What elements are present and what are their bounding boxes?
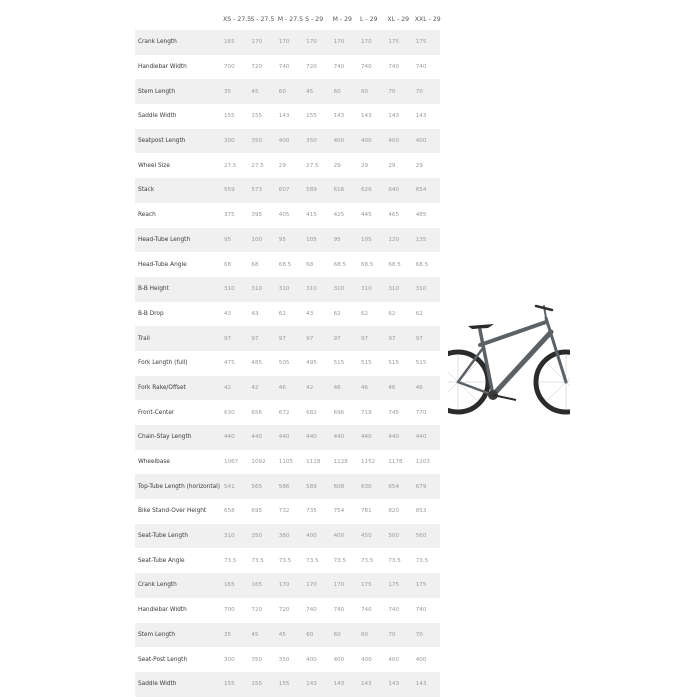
cell-value: 350: [248, 524, 275, 549]
cell-value: 310: [303, 277, 330, 302]
row-label: Trail: [135, 326, 221, 351]
table-row: [135, 30, 440, 55]
cell-value: 445: [360, 212, 372, 219]
cell-value: 46: [358, 376, 385, 401]
cell-value: 740: [360, 64, 372, 71]
cell-value: 375: [224, 212, 235, 219]
cell-value: 97: [385, 326, 412, 351]
cell-value: 440: [221, 425, 248, 450]
cell-value: 607: [276, 178, 303, 203]
cell-value: 745: [388, 409, 400, 416]
cell-value: 400: [415, 656, 427, 663]
cell-value: 350: [251, 656, 263, 663]
cell-value: 350: [248, 129, 275, 154]
cell-value: 73.5: [333, 557, 347, 564]
cell-value: 68: [224, 261, 232, 268]
cell-value: 310: [248, 277, 275, 302]
cell-value: 143: [278, 113, 290, 120]
row-label: Fork Rake/Offset: [135, 376, 221, 401]
row-label: Head-Tube Length: [135, 228, 221, 253]
cell-value: 400: [388, 656, 400, 663]
cell-value: 310: [276, 277, 303, 302]
cell-value: 559: [221, 178, 248, 203]
cell-value: 73.5: [415, 557, 429, 564]
row-label: Handlebar Width: [138, 607, 187, 614]
cell-value: 100: [248, 228, 275, 253]
cell-value: 120: [385, 228, 412, 253]
cell-value: 656: [251, 409, 263, 416]
bike-image: [448, 300, 570, 422]
header-blank: [135, 8, 221, 30]
cell-value: 175: [413, 30, 440, 55]
cell-value: 400: [333, 656, 345, 663]
cell-value: 740: [388, 607, 400, 614]
cell-value: 143: [385, 672, 412, 697]
cell-value: 440: [276, 425, 303, 450]
cell-value: 135: [413, 228, 440, 253]
cell-value: 1178: [388, 459, 403, 466]
table-row: [135, 326, 440, 351]
saddle-icon: [468, 324, 494, 329]
geometry-rows: [135, 30, 440, 697]
cell-value: 720: [251, 64, 263, 71]
cell-value: 143: [413, 672, 440, 697]
cell-value: 630: [358, 474, 385, 499]
cell-value: 696: [333, 409, 345, 416]
cell-value: 60: [331, 623, 358, 648]
cell-value: 70: [413, 79, 440, 104]
cell-value: 395: [251, 212, 263, 219]
cell-value: 700: [224, 607, 235, 614]
row-label: B-B Drop: [138, 310, 164, 317]
cell-value: 654: [385, 474, 412, 499]
cell-value: 97: [248, 326, 275, 351]
cell-value: 754: [333, 508, 345, 515]
cell-value: 740: [415, 607, 427, 614]
cell-value: 97: [413, 326, 440, 351]
cell-value: 616: [331, 178, 358, 203]
cell-value: 68.5: [333, 261, 347, 268]
cell-value: 573: [248, 178, 275, 203]
cell-value: 658: [224, 508, 235, 515]
cell-value: 740: [360, 607, 372, 614]
cell-value: 500: [385, 524, 412, 549]
cell-value: 679: [413, 474, 440, 499]
cell-value: 310: [385, 277, 412, 302]
cell-value: 42: [221, 376, 248, 401]
row-label: Stack: [135, 178, 221, 203]
cell-value: 400: [276, 129, 303, 154]
cell-value: 95: [221, 228, 248, 253]
cell-value: 405: [278, 212, 290, 219]
cell-value: 440: [248, 425, 275, 450]
cell-value: 170: [248, 30, 275, 55]
cell-value: 155: [306, 113, 317, 120]
table-row: [135, 573, 440, 598]
cell-value: 29: [388, 162, 396, 169]
cell-value: 300: [224, 656, 235, 663]
cell-value: 73.5: [251, 557, 264, 564]
table-row: [135, 277, 440, 302]
cell-value: 42: [303, 376, 330, 401]
cell-value: 68.5: [415, 261, 429, 268]
cell-value: 45: [248, 623, 275, 648]
row-label: B-B Height: [135, 277, 221, 302]
cell-value: 45: [276, 623, 303, 648]
table-row: [135, 647, 440, 672]
cell-value: 770: [415, 409, 427, 416]
cell-value: 105: [358, 228, 385, 253]
cell-value: 1118: [306, 459, 321, 466]
table-row: [135, 178, 440, 203]
cell-value: 27.5: [224, 162, 237, 169]
table-row: [135, 450, 440, 475]
size-column-header: M - 29: [332, 15, 352, 23]
cell-value: 175: [413, 573, 440, 598]
size-column-header: XXL - 29: [414, 15, 441, 23]
row-label: Front-Center: [138, 409, 175, 416]
size-column-header: S - 27.5: [250, 15, 275, 23]
cell-value: 175: [385, 573, 412, 598]
cell-value: 310: [221, 277, 248, 302]
table-row: [135, 400, 440, 425]
cell-value: 485: [251, 360, 263, 367]
cell-value: 70: [385, 79, 412, 104]
cell-value: 43: [224, 310, 232, 317]
cell-value: 400: [331, 524, 358, 549]
row-label: Seat-Tube Length: [135, 524, 221, 549]
row-label: Head-Tube Angle: [138, 261, 187, 268]
cell-value: 640: [385, 178, 412, 203]
cell-value: 35: [221, 79, 248, 104]
table-row: [135, 474, 440, 499]
cell-value: 740: [333, 607, 345, 614]
cell-value: 450: [358, 524, 385, 549]
cell-value: 541: [221, 474, 248, 499]
size-column-header: S - 29: [305, 15, 324, 23]
cell-value: 719: [360, 409, 372, 416]
cell-value: 73.5: [278, 557, 292, 564]
cell-value: 170: [303, 573, 330, 598]
row-label: Stem Length: [135, 79, 221, 104]
cell-value: 720: [251, 607, 263, 614]
cell-value: 440: [358, 425, 385, 450]
cell-value: 68: [251, 261, 259, 268]
cell-value: 740: [306, 607, 317, 614]
size-column-header: M - 27.5: [277, 15, 304, 23]
table-row: [135, 228, 440, 253]
cell-value: 1128: [333, 459, 348, 466]
table-row: [135, 548, 440, 573]
row-label: Stem Length: [135, 623, 221, 648]
cell-value: 42: [248, 376, 275, 401]
table-row: [135, 129, 440, 154]
cell-value: 97: [221, 326, 248, 351]
cell-value: 62: [360, 310, 369, 317]
cell-value: 400: [331, 129, 358, 154]
cell-value: 1105: [278, 459, 294, 466]
cell-value: 400: [303, 524, 330, 549]
cell-value: 630: [224, 409, 235, 416]
cell-value: 143: [388, 113, 400, 120]
row-label: Seat-Tube Angle: [138, 557, 185, 564]
cell-value: 29: [415, 162, 423, 169]
row-label: Seatpost Length: [135, 129, 221, 154]
cell-value: 97: [358, 326, 385, 351]
cell-value: 60: [276, 79, 303, 104]
cell-value: 415: [306, 212, 317, 219]
cell-value: 400: [306, 656, 317, 663]
cell-value: 143: [358, 672, 385, 697]
cell-value: 143: [331, 672, 358, 697]
cell-value: 70: [413, 623, 440, 648]
cell-value: 654: [413, 178, 440, 203]
cell-value: 360: [276, 524, 303, 549]
row-label: Crank Length: [135, 573, 221, 598]
cell-value: 700: [224, 64, 235, 71]
cell-value: 155: [251, 113, 263, 120]
cell-value: 143: [303, 672, 330, 697]
size-column-header: XL - 29: [387, 15, 410, 23]
row-label: Handlebar Width: [138, 64, 187, 71]
cell-value: 440: [385, 425, 412, 450]
size-header-row: [135, 8, 440, 30]
cell-value: 165: [221, 30, 248, 55]
cell-value: 73.5: [306, 557, 319, 564]
row-label: Wheel Size: [138, 162, 170, 169]
cell-value: 1203: [415, 459, 430, 466]
cell-value: 68.5: [388, 261, 401, 268]
cell-value: 310: [413, 277, 440, 302]
table-row: [135, 79, 440, 104]
cell-value: 68.5: [278, 261, 292, 268]
cell-value: 495: [306, 360, 317, 367]
cell-value: 29: [333, 162, 341, 169]
cell-value: 350: [278, 656, 290, 663]
size-column-header: L - 29: [359, 15, 378, 23]
cell-value: 720: [306, 64, 317, 71]
cell-value: 586: [276, 474, 303, 499]
table-row: [135, 524, 440, 549]
cell-value: 27.5: [251, 162, 264, 169]
cell-value: 73.5: [360, 557, 374, 564]
row-label: Saddle Width: [138, 113, 177, 120]
cell-value: 515: [333, 360, 345, 367]
cell-value: 60: [303, 623, 330, 648]
size-column-header: XS - 27.5: [223, 15, 252, 23]
cell-value: 672: [278, 409, 290, 416]
geometry-table: [135, 8, 440, 697]
cell-value: 1092: [251, 459, 266, 466]
cell-value: 60: [358, 623, 385, 648]
table-row: [135, 376, 440, 401]
cell-value: 175: [358, 573, 385, 598]
cell-value: 43: [251, 310, 259, 317]
cell-value: 735: [306, 508, 317, 515]
cell-value: 155: [248, 672, 275, 697]
cell-value: 170: [358, 30, 385, 55]
cell-value: 43: [306, 310, 314, 317]
cell-value: 46: [331, 376, 358, 401]
cell-value: 29: [360, 162, 369, 169]
cell-value: 175: [385, 30, 412, 55]
cell-value: 27.5: [306, 162, 319, 169]
table-row: [135, 499, 440, 524]
row-label: Wheelbase: [138, 459, 170, 466]
cell-value: 62: [278, 310, 286, 317]
cell-value: 589: [303, 474, 330, 499]
cell-value: 740: [333, 64, 345, 71]
cell-value: 165: [248, 573, 275, 598]
cell-value: 170: [331, 30, 358, 55]
row-label: Top-Tube Length (horizontal): [135, 474, 221, 499]
table-row: [135, 672, 440, 697]
cell-value: 1152: [360, 459, 376, 466]
cell-value: 682: [306, 409, 317, 416]
cell-value: 695: [251, 508, 263, 515]
cell-value: 73.5: [224, 557, 237, 564]
table-row: [135, 598, 440, 623]
cell-value: 400: [360, 656, 372, 663]
cell-value: 46: [276, 376, 303, 401]
cell-value: 60: [358, 79, 385, 104]
cell-value: 68.5: [360, 261, 374, 268]
cell-value: 515: [415, 360, 427, 367]
rear-wheel-icon: [448, 352, 488, 412]
cell-value: 170: [276, 573, 303, 598]
cell-value: 425: [333, 212, 345, 219]
row-label: Reach: [138, 212, 156, 219]
cell-value: 740: [415, 64, 427, 71]
row-label: Seat-Post Length: [138, 656, 188, 663]
cell-value: 155: [224, 113, 235, 120]
cell-value: 105: [303, 228, 330, 253]
cell-value: 732: [278, 508, 290, 515]
cell-value: 95: [276, 228, 303, 253]
cell-value: 143: [415, 113, 427, 120]
cell-value: 400: [358, 129, 385, 154]
row-label: Saddle Width: [135, 672, 221, 697]
cell-value: 46: [385, 376, 412, 401]
cell-value: 45: [303, 79, 330, 104]
cell-value: 68: [306, 261, 314, 268]
cell-value: 485: [415, 212, 427, 219]
cell-value: 143: [360, 113, 372, 120]
cell-value: 170: [276, 30, 303, 55]
cell-value: 440: [413, 425, 440, 450]
cell-value: 143: [333, 113, 345, 120]
cell-value: 465: [388, 212, 400, 219]
cell-value: 62: [388, 310, 396, 317]
cell-value: 310: [331, 277, 358, 302]
cell-value: 515: [360, 360, 372, 367]
cell-value: 1067: [224, 459, 239, 466]
cell-value: 35: [221, 623, 248, 648]
cell-value: 310: [358, 277, 385, 302]
table-row: [135, 623, 440, 648]
cell-value: 505: [278, 360, 290, 367]
cell-value: 608: [331, 474, 358, 499]
cell-value: 560: [413, 524, 440, 549]
cell-value: 400: [413, 129, 440, 154]
frame-icon: [458, 306, 566, 395]
cell-value: 60: [331, 79, 358, 104]
table-row: [135, 425, 440, 450]
cell-value: 170: [303, 30, 330, 55]
cell-value: 720: [278, 607, 290, 614]
cell-value: 95: [331, 228, 358, 253]
cell-value: 515: [388, 360, 400, 367]
cell-value: 155: [221, 672, 248, 697]
row-label: Crank Length: [135, 30, 221, 55]
cell-value: 62: [333, 310, 341, 317]
table-row: [135, 302, 440, 327]
row-label: Bike Stand-Over Height: [138, 508, 207, 515]
cell-value: 781: [360, 508, 372, 515]
cell-value: 440: [303, 425, 330, 450]
cell-value: 475: [224, 360, 235, 367]
cell-value: 740: [278, 64, 290, 71]
cell-value: 740: [388, 64, 400, 71]
cell-value: 155: [276, 672, 303, 697]
cell-value: 62: [415, 310, 423, 317]
cell-value: 29: [278, 162, 286, 169]
cell-value: 97: [303, 326, 330, 351]
cell-value: 170: [331, 573, 358, 598]
table-row: [135, 104, 440, 129]
cell-value: 70: [385, 623, 412, 648]
crankset-icon: [488, 390, 516, 400]
cell-value: 46: [413, 376, 440, 401]
cell-value: 300: [221, 129, 248, 154]
table-row: [135, 351, 440, 376]
cell-value: 45: [248, 79, 275, 104]
cell-value: 626: [358, 178, 385, 203]
table-row: [135, 252, 440, 277]
cell-value: 165: [221, 573, 248, 598]
cell-value: 97: [331, 326, 358, 351]
cell-value: 853: [415, 508, 427, 515]
table-row: [135, 55, 440, 80]
row-label: Fork Length (full): [138, 360, 188, 367]
row-label: Chain-Stay Length: [135, 425, 221, 450]
cell-value: 73.5: [388, 557, 401, 564]
cell-value: 589: [303, 178, 330, 203]
cell-value: 400: [385, 129, 412, 154]
cell-value: 820: [388, 508, 400, 515]
cell-value: 440: [331, 425, 358, 450]
table-row: [135, 153, 440, 178]
table-row: [135, 203, 440, 228]
cell-value: 565: [248, 474, 275, 499]
cell-value: 310: [221, 524, 248, 549]
cell-value: 97: [276, 326, 303, 351]
cell-value: 350: [303, 129, 330, 154]
